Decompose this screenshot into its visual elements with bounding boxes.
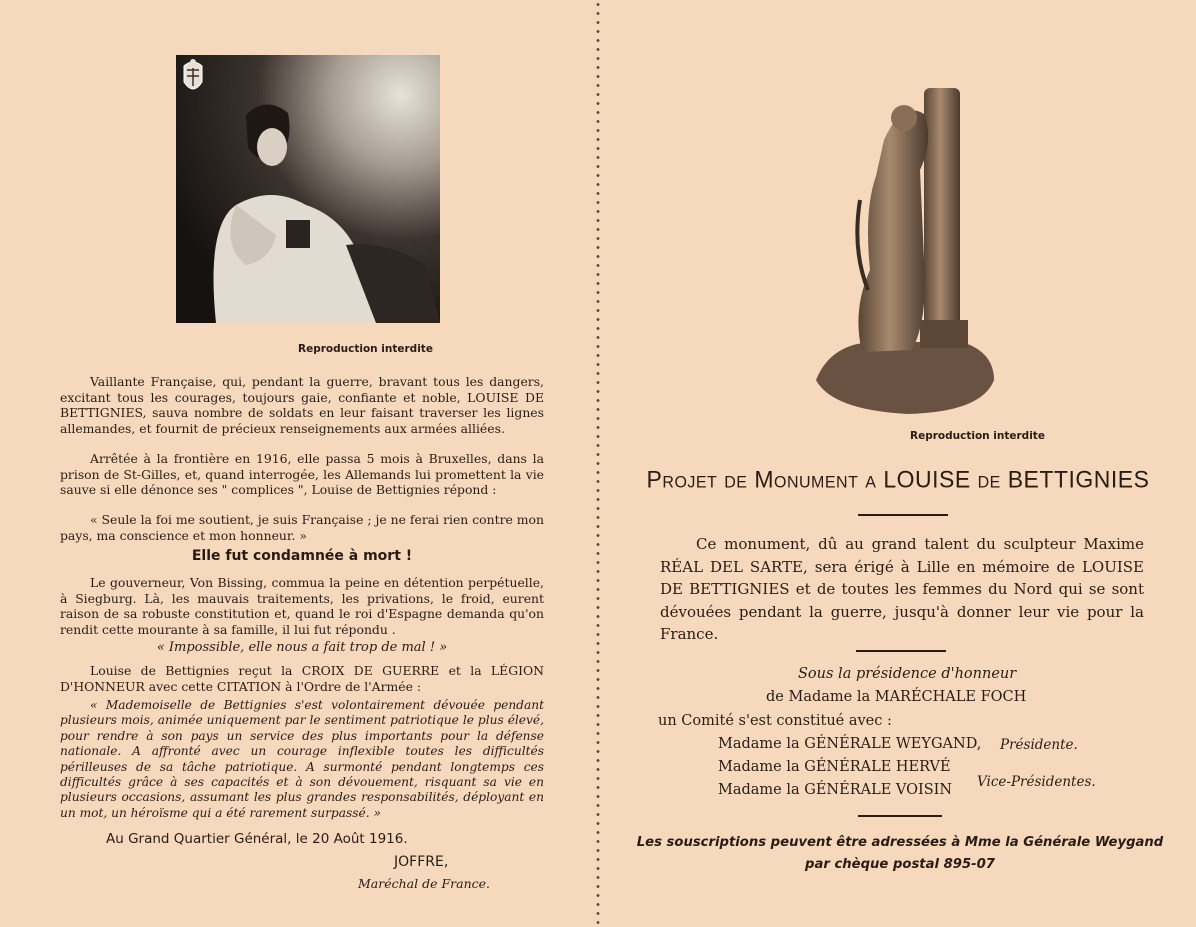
- committee-line: un Comité s'est constitué avec :: [658, 713, 892, 729]
- death-sentence-heading: Elle fut condamnée à mort !: [191, 548, 413, 564]
- member-herve: Madame la GÉNÉRALE HERVÉ: [718, 759, 951, 775]
- subscription-line: Les souscriptions peuvent être adressées à Mme la Générale Weygand: [636, 835, 1164, 850]
- imprisonment-paragraph: Le gouverneur, Von Bissing, commua la peine en détention perpétuelle, à Siegburg. Là, les mauvais traitements, les privations, le froid, eurent raison de sa robuste constitution et, quand le roi d'Espagne demanda qu'on rendit cette mourante à sa famille, il lui fut répondu .: [60, 575, 544, 637]
- paragraph-divider: [856, 650, 946, 652]
- portrait-figure: [176, 55, 440, 323]
- postal-cheque-line: par chèque postal 895-07: [805, 857, 995, 872]
- title-divider: [858, 514, 948, 516]
- committee-divider: [858, 815, 942, 817]
- decorations-paragraph: Louise de Bettignies reçut la CROIX DE GUERRE et la LÉGION D'HONNEUR avec cette CITATION à l'Ordre de l'Armée :: [60, 663, 544, 694]
- army-citation: « Mademoiselle de Bettignies s'est volontairement dévouée pendant plusieurs mois, animée uniquement par le sentiment patriotique le plus élevé, pour rendre à son pays un service des plus importants pour la défense nationale. A affronté avec un courage inflexible toutes les difficultés périlleuses de sa tâche patriotique. A surmonté pendant longtemps ces difficultés grâce à ses capacités et à son dévouement, risquant sa vie en plusieurs occasions, assumant les plus grandes responsabilités, déployant en un mot, un héroïsme qui a été rarement surpassé. »: [60, 698, 544, 820]
- honor-name: de Madame la MARÉCHALE FOCH: [766, 689, 1027, 705]
- intro-paragraph: Vaillante Française, qui, pendant la guerre, bravant tous les dangers, excitant tous les courages, toujours gaie, confiante et noble, LOUISE DE BETTIGNIES, sauva nombre de soldats en leur faisant traverser les lignes allemandes, et fournit de précieux renseignements aux armées alliées.: [60, 374, 544, 436]
- honor-line: Sous la présidence d'honneur: [798, 666, 1017, 682]
- member-voisin: Madame la GÉNÉRALE VOISIN: [718, 782, 953, 798]
- right-page: [600, 0, 1196, 927]
- vice-president-role: Vice-Présidentes.: [977, 774, 1096, 790]
- monument-statue: [812, 80, 1002, 420]
- member-weygand: Madame la GÉNÉRALE WEYGAND,: [718, 736, 982, 752]
- arrest-paragraph: Arrêtée à la frontière en 1916, elle passa 5 mois à Bruxelles, dans la prison de St-Gilles, et, quand interrogée, les Allemands lui promettent la vie sauve si elle dénonce ses " complices ", Louise de Bettignies répond :: [60, 451, 544, 497]
- faith-quote: « Seule la foi me soutient, je suis Française ; je ne ferai rien contre mon pays, ma conscience et mon honneur. »: [60, 512, 544, 543]
- monument-title: Projet de Monument a LOUISE de BETTIGNIES: [646, 465, 1150, 493]
- place-date: Au Grand Quartier Général, le 20 Août 1916.: [106, 831, 408, 847]
- signature-title: Maréchal de France.: [358, 876, 490, 891]
- coat-of-arms-icon: [178, 56, 208, 100]
- impossible-quote: « Impossible, elle nous a fait trop de mal ! »: [156, 640, 448, 655]
- president-role: Présidente.: [1000, 737, 1078, 753]
- photo-caption: Reproduction interdite: [298, 343, 433, 355]
- left-page: [0, 0, 594, 927]
- portrait-photo: [176, 55, 440, 323]
- statue-caption: Reproduction interdite: [910, 430, 1045, 442]
- monument-paragraph: Ce monument, dû au grand talent du sculpteur Maxime RÉAL DEL SARTE, sera érigé à Lille en mémoire de LOUISE DE BETTIGNIES et de toutes les femmes du Nord qui se sont dévouées pendant la guerre, jusqu'à donner leur vie pour la France.: [660, 535, 1144, 643]
- signature-name: JOFFRE,: [394, 854, 449, 870]
